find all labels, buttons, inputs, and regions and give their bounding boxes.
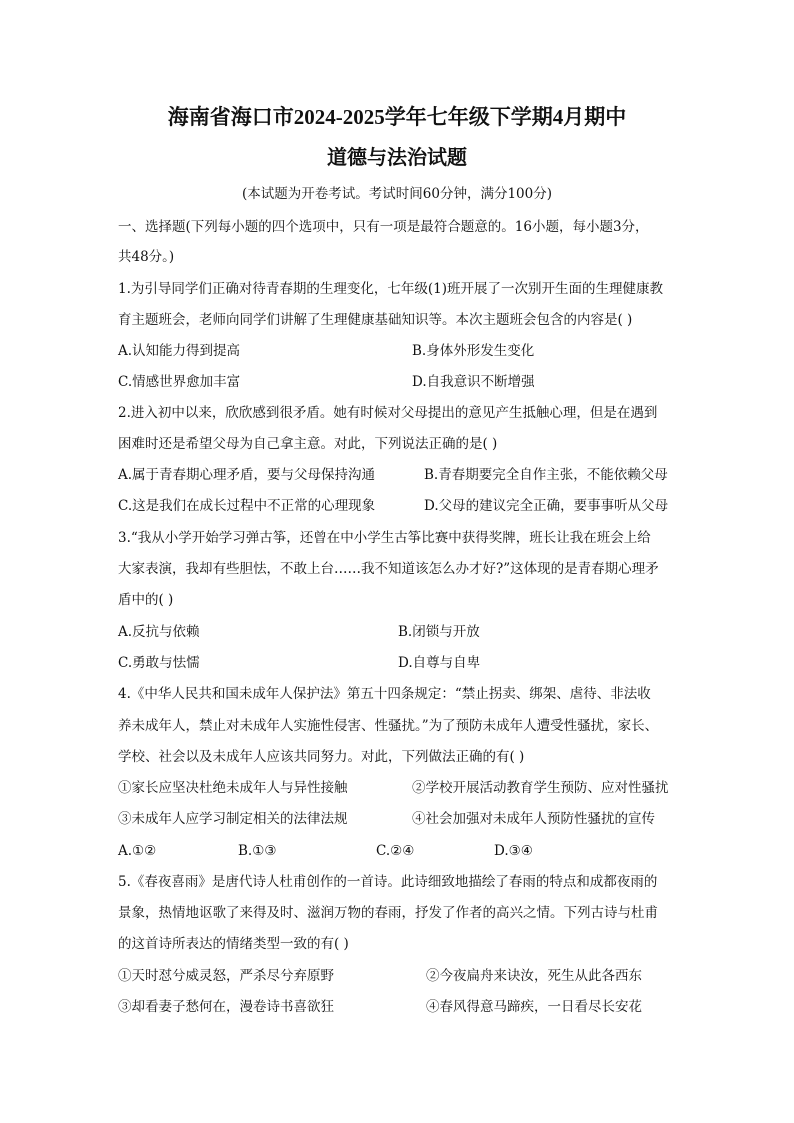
section-heading-line: 共48分。)	[118, 249, 175, 265]
question-4-text: 4.《中华人民共和国未成年人保护法》第五十四条规定：“禁止拐卖、绑架、虐待、非法收	[118, 686, 651, 702]
q5-statement-2: ②今夜扁舟来诀汝，死生从此各西东	[426, 968, 642, 984]
q4-statement-2: ②学校开展活动教育学生预防、应对性骚扰	[412, 780, 669, 796]
exam-title: 海南省海口市2024-2025学年七年级下学期4月期中	[167, 105, 627, 129]
question-1-text: 1.为引导同学们正确对待青春期的生理变化，七年级(1)班开展了一次别开生面的生理健康教	[118, 281, 664, 297]
q3-option-b: B.闭锁与开放	[398, 624, 480, 640]
q1-option-d: D.自我意识不断增强	[412, 374, 535, 390]
question-3-text: 盾中的( )	[118, 592, 174, 608]
q3-option-c: C.勇敢与怯懦	[118, 655, 200, 671]
q4-option-b: B.①③	[238, 843, 277, 859]
q5-statement-4: ④春风得意马蹄疾，一日看尽长安花	[426, 999, 642, 1015]
question-5-text: 景象，热情地讴歌了来得及时、滋润万物的春雨，抒发了作者的高兴之情。下列古诗与杜甫	[118, 905, 658, 921]
q2-option-c: C.这是我们在成长过程中不正常的心理现象	[118, 498, 376, 514]
exam-note: (本试题为开卷考试。考试时间60分钟，满分100分)	[242, 186, 552, 202]
q2-option-b: B.青春期要完全自作主张，不能依赖父母	[424, 467, 668, 483]
q5-statement-3: ③却看妻子愁何在，漫卷诗书喜欲狂	[118, 999, 334, 1015]
q3-option-a: A.反抗与依赖	[118, 624, 200, 640]
q2-option-d: D.父母的建议完全正确，要事事听从父母	[424, 498, 669, 514]
question-3-text: 大家表演，我却有些胆怯，不敢上台……我不知道该怎么办才好?”这体现的是青春期心理矛	[118, 561, 659, 577]
question-5-text: 的这首诗所表达的情绪类型一致的有( )	[118, 936, 349, 952]
question-5-text: 5.《春夜喜雨》是唐代诗人杜甫创作的一首诗。此诗细致地描绘了春雨的特点和成都夜雨的	[118, 874, 658, 890]
q4-statement-4: ④社会加强对未成年人预防性骚扰的宣传	[412, 811, 655, 827]
subject-title: 道德与法治试题	[327, 145, 467, 169]
question-2-text: 2.进入初中以来，欣欣感到很矛盾。她有时候对父母提出的意见产生抵触心理，但是在遇到	[118, 405, 658, 421]
q4-statement-1: ①家长应坚决杜绝未成年人与异性接触	[118, 780, 348, 796]
q1-option-b: B.身体外形发生变化	[412, 343, 535, 359]
section-heading-line: 一、选择题(下列每小题的四个选项中，只有一项是最符合题意的。16小题，每小题3分，	[118, 219, 649, 235]
q5-statement-1: ①天时怼兮威灵怒，严杀尽兮弃原野	[118, 968, 334, 984]
q4-option-a: A.①②	[118, 843, 157, 859]
q1-option-a: A.认知能力得到提高	[118, 343, 241, 359]
question-1-text: 育主题班会，老师向同学们讲解了生理健康基础知识等。本次主题班会包含的内容是( )	[118, 312, 633, 328]
q4-option-c: C.②④	[376, 843, 415, 859]
q1-option-c: C.情感世界愈加丰富	[118, 374, 241, 390]
q4-statement-3: ③未成年人应学习制定相关的法律法规	[118, 811, 348, 827]
question-4-text: 养未成年人，禁止对未成年人实施性侵害、性骚扰。”为了预防未成年人遭受性骚扰，家长、	[118, 718, 659, 734]
q3-option-d: D.自尊与自卑	[398, 655, 481, 671]
question-3-text: 3.“我从小学开始学习弹古筝，还曾在中小学生古筝比赛中获得奖牌，班长让我在班会上给	[118, 530, 651, 546]
q2-option-a: A.属于青春期心理矛盾，要与父母保持沟通	[118, 467, 376, 483]
question-2-text: 困难时还是希望父母为自己拿主意。对此，下列说法正确的是( )	[118, 436, 498, 452]
q4-option-d: D.③④	[494, 843, 533, 859]
question-4-text: 学校、社会以及未成年人应该共同努力。对此，下列做法正确的有( )	[118, 749, 525, 765]
